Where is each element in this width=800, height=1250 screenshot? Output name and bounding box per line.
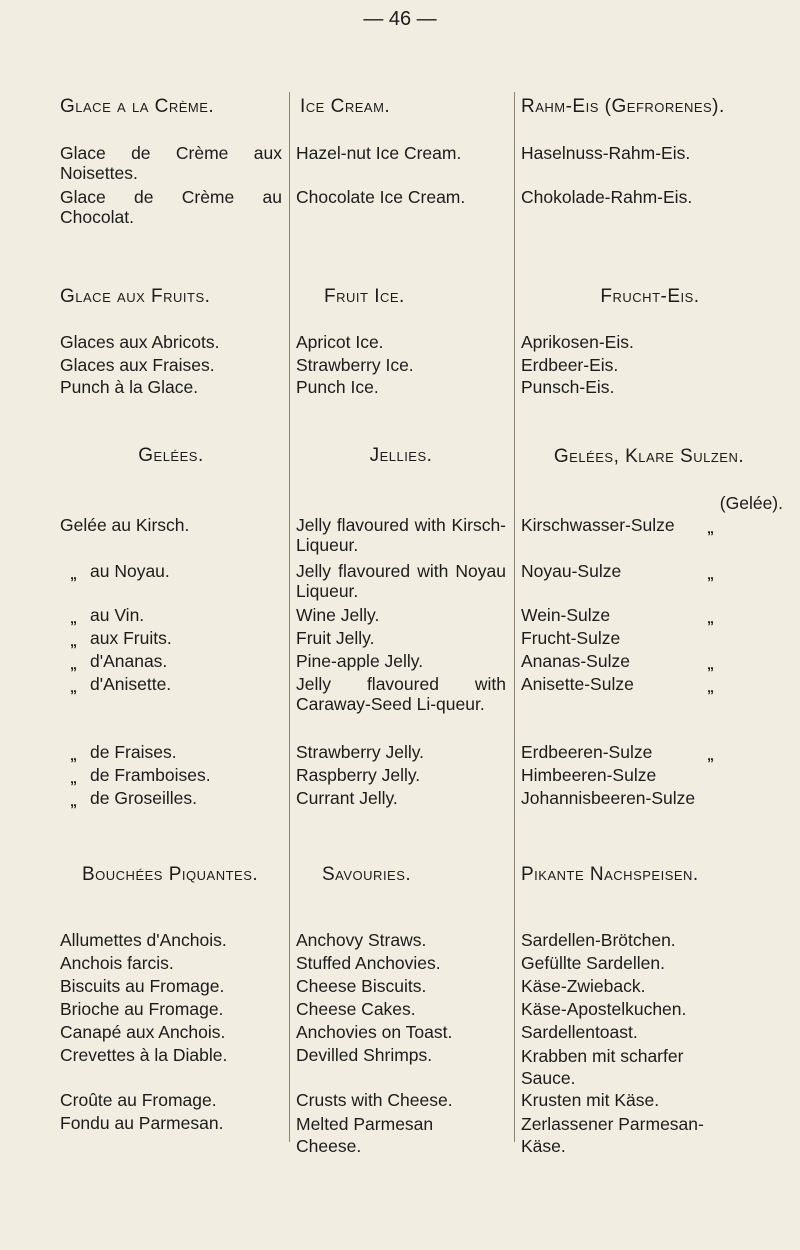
menu-item-de: Käse-Apostelkuchen.	[521, 999, 687, 1019]
menu-item-de: Krabben mit scharfer Sauce.	[521, 1046, 684, 1088]
menu-item-en: Stuffed Anchovies.	[296, 953, 441, 973]
menu-item-en: Jelly flavoured with Caraway-Seed Li-queur.	[296, 674, 506, 714]
menu-item-en: Chocolate Ice Cream.	[296, 187, 466, 207]
menu-item-de: Haselnuss-Rahm-Eis.	[521, 143, 691, 163]
menu-item-fr: Glaces aux Fraises.	[60, 355, 215, 375]
section-heading-bouchees: Bouchées Piquantes.	[82, 864, 259, 885]
menu-item-en: Anchovies on Toast.	[296, 1022, 453, 1042]
menu-item-de: Sardellen-Brötchen.	[521, 930, 676, 950]
column-divider-right	[514, 92, 515, 1142]
ditto-mark: „	[70, 566, 77, 582]
section-heading-rahm-eis: Rahm-Eis (Gefrorenes).	[521, 96, 725, 117]
menu-item-fr: Brioche au Fromage.	[60, 999, 224, 1019]
section-heading-savouries: Savouries.	[322, 864, 412, 885]
menu-item-en: Devilled Shrimps.	[296, 1045, 433, 1065]
menu-item-fr: Croûte au Fromage.	[60, 1090, 217, 1110]
menu-item-en: Raspberry Jelly.	[296, 765, 421, 785]
menu-item-en: Jelly flavoured with Noyau Liqueur.	[296, 561, 506, 601]
menu-item-de: Punsch-Eis.	[521, 377, 615, 397]
section-heading-sulzen: Gelées, Klare Sulzen.	[553, 446, 745, 467]
ditto-mark: „	[70, 610, 77, 626]
ditto-mark: „	[707, 520, 714, 536]
menu-item-fr: Biscuits au Fromage.	[60, 976, 225, 996]
menu-item-fr: Gelée au Kirsch.	[60, 515, 190, 535]
menu-item-en: Strawberry Ice.	[296, 355, 414, 375]
section-heading-jellies: Jellies.	[369, 445, 433, 466]
menu-item-de: Ananas-Sulze	[521, 651, 630, 671]
menu-item-fr: Crevettes à la Diable.	[60, 1045, 228, 1065]
menu-item-de: Sardellentoast.	[521, 1022, 638, 1042]
section-subheading-gelee: (Gelée).	[719, 493, 783, 513]
section-heading-glace-creme: Glace a la Crème.	[60, 96, 215, 117]
menu-item-en: Melted Parmesan Cheese.	[296, 1114, 434, 1156]
section-heading-gelees: Gelées.	[138, 445, 204, 466]
menu-item-en: Cheese Biscuits.	[296, 976, 427, 996]
menu-item-de: Aprikosen-Eis.	[521, 332, 634, 352]
ditto-mark: „	[707, 747, 714, 763]
menu-item-fr: Punch à la Glace.	[60, 377, 199, 397]
menu-item-en: Currant Jelly.	[296, 788, 398, 808]
menu-item-en: Strawberry Jelly.	[296, 742, 425, 762]
menu-item-en: Punch Ice.	[296, 377, 379, 397]
menu-item-fr: Glace de Crème au Chocolat.	[60, 187, 282, 227]
menu-item-en: Pine-apple Jelly.	[296, 651, 424, 671]
ditto-mark: „	[70, 770, 77, 786]
menu-item-fr: Fondu au Parmesan.	[60, 1113, 224, 1133]
ditto-mark: „	[70, 679, 77, 695]
section-heading-frucht-eis: Frucht-Eis.	[600, 286, 700, 307]
menu-item-de: Chokolade-Rahm-Eis.	[521, 187, 693, 207]
ditto-mark: „	[707, 566, 714, 582]
menu-item-de: Krusten mit Käse.	[521, 1090, 660, 1110]
ditto-mark: „	[707, 656, 714, 672]
menu-item-fr: Canapé aux Anchois.	[60, 1022, 226, 1042]
menu-item-de: Johannisbeeren-Sulze	[521, 788, 696, 808]
menu-item-en: Apricot Ice.	[296, 332, 384, 352]
menu-item-de: Anisette-Sulze	[521, 674, 634, 694]
section-heading-pikante-nachspeisen: Pikante Nachspeisen.	[521, 864, 699, 885]
menu-item-fr: aux Fruits.	[90, 628, 172, 648]
menu-item-en: Anchovy Straws.	[296, 930, 427, 950]
menu-item-de: Frucht-Sulze	[521, 628, 621, 648]
menu-item-de: Gefüllte Sardellen.	[521, 953, 665, 973]
menu-item-en: Jelly flavoured with Kirsch-Liqueur.	[296, 515, 506, 555]
menu-item-en: Fruit Jelly.	[296, 628, 375, 648]
menu-item-en: Crusts with Cheese.	[296, 1090, 453, 1110]
ditto-mark: „	[70, 656, 77, 672]
menu-item-fr: Anchois farcis.	[60, 953, 174, 973]
menu-item-fr: Glaces aux Abricots.	[60, 332, 220, 352]
page-number: — 46 —	[363, 8, 437, 30]
menu-item-fr: d'Anisette.	[90, 674, 172, 694]
menu-item-fr: de Framboises.	[90, 765, 211, 785]
section-heading-glace-fruits: Glace aux Fruits.	[60, 286, 211, 307]
menu-item-fr: Glace de Crème aux Noisettes.	[60, 143, 282, 183]
section-heading-fruit-ice: Fruit Ice.	[324, 286, 405, 307]
menu-item-fr: de Groseilles.	[90, 788, 197, 808]
menu-item-de: Käse-Zwieback.	[521, 976, 646, 996]
section-heading-ice-cream: Ice Cream.	[300, 96, 391, 117]
ditto-mark: „	[70, 633, 77, 649]
menu-item-de: Wein-Sulze	[521, 605, 611, 625]
menu-item-en: Cheese Cakes.	[296, 999, 416, 1019]
ditto-mark: „	[70, 747, 77, 763]
menu-item-en: Wine Jelly.	[296, 605, 380, 625]
menu-item-de: Noyau-Sulze	[521, 561, 622, 581]
ditto-mark: „	[707, 610, 714, 626]
ditto-mark: „	[707, 679, 714, 695]
menu-item-en: Hazel-nut Ice Cream.	[296, 143, 462, 163]
menu-item-de: Himbeeren-Sulze	[521, 765, 657, 785]
menu-item-fr: au Vin.	[90, 605, 145, 625]
menu-item-de: Erdbeeren-Sulze	[521, 742, 653, 762]
menu-item-de: Erdbeer-Eis.	[521, 355, 619, 375]
menu-item-fr: Allumettes d'Anchois.	[60, 930, 227, 950]
menu-item-de: Zerlassener Parmesan-Käse.	[521, 1114, 704, 1156]
ditto-mark: „	[70, 793, 77, 809]
menu-item-de: Kirschwasser-Sulze	[521, 515, 675, 535]
menu-item-fr: d'Ananas.	[90, 651, 168, 671]
column-divider-left	[289, 92, 290, 1142]
menu-item-fr: au Noyau.	[90, 561, 170, 581]
menu-item-fr: de Fraises.	[90, 742, 177, 762]
